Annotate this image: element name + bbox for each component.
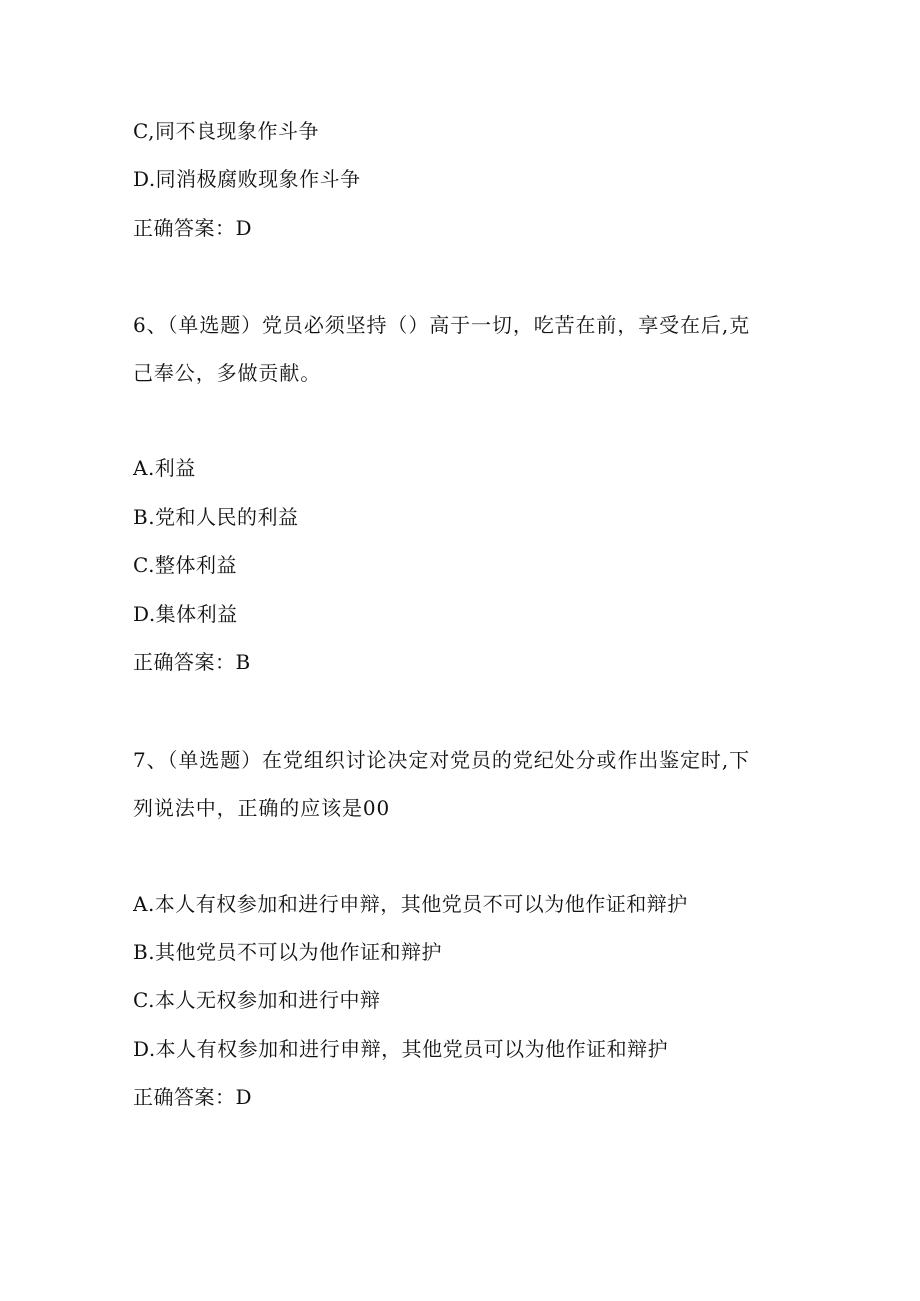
question-6-option-c: C.整体利益: [133, 553, 237, 577]
question-6-answer: 正确答案：B: [133, 650, 251, 674]
question-6-option-a: A.利益: [133, 456, 196, 480]
answer-prev: 正确答案：D: [133, 216, 253, 240]
question-7-stem-line1: 7、（单选题）在党组织讨论决定对党员的党纪处分或作出鉴定时,下: [133, 748, 750, 772]
question-6-option-d: D.集体利益: [133, 602, 238, 626]
question-7-stem-line2: 列说法中，正确的应该是00: [133, 796, 391, 820]
question-7-option-b: B.其他党员不可以为他作证和辩护: [133, 940, 443, 964]
question-7-answer: 正确答案：D: [133, 1085, 253, 1109]
question-6-stem-line1: 6、（单选题）党员必须坚持（）高于一切，吃苦在前，享受在后,克: [133, 313, 750, 337]
question-7-option-d: D.本人有权参加和进行申辩，其他党员可以为他作证和辩护: [133, 1037, 669, 1061]
question-6-option-b: B.党和人民的利益: [133, 505, 299, 529]
question-7-option-c: C.本人无权参加和进行中辩: [133, 988, 381, 1012]
option-d-prev: D.同消极腐败现象作斗争: [133, 167, 361, 191]
option-c-prev: C,同不良现象作斗争: [133, 119, 319, 143]
question-6-stem-line2: 己奉公，多做贡献。: [133, 361, 322, 385]
question-7-option-a: A.本人有权参加和进行申辩，其他党员不可以为他作证和辩护: [133, 892, 688, 916]
